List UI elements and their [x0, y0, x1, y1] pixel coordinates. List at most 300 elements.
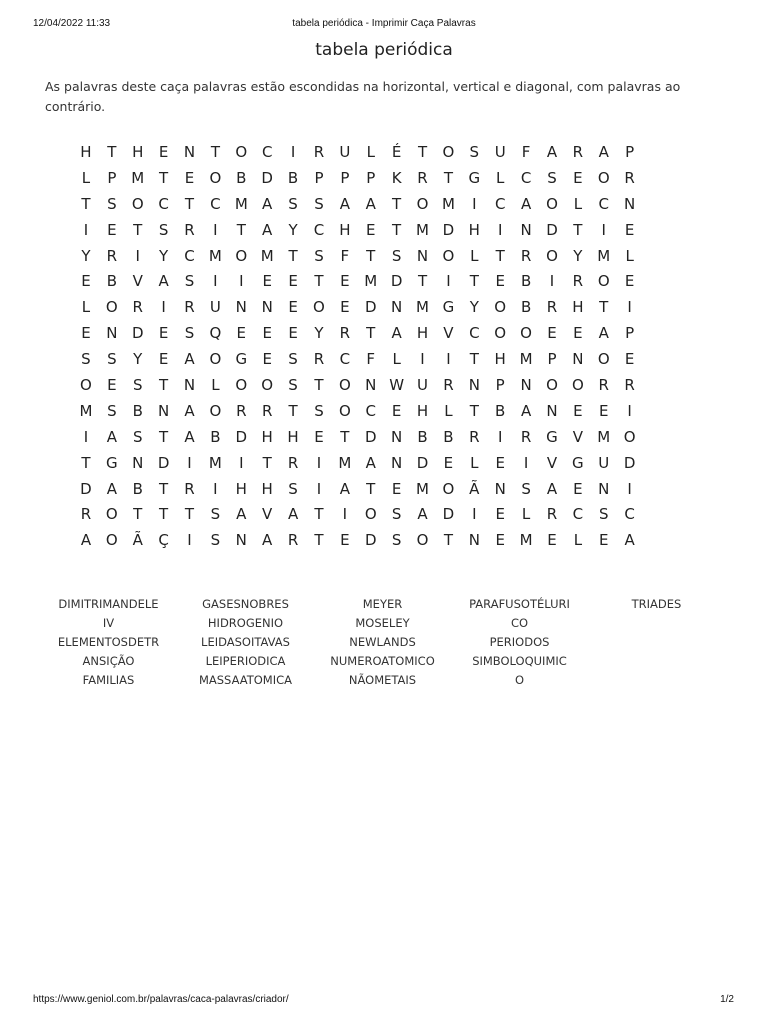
grid-letter: R: [313, 143, 325, 161]
grid-row: [73, 244, 643, 270]
grid-letter: P: [495, 376, 505, 395]
grid-letter: O: [338, 401, 351, 420]
grid-letter: M: [338, 453, 352, 472]
grid-letter: T: [133, 505, 143, 524]
grid-letter: P: [340, 168, 350, 187]
word-list-item: SIMBOLOQUIMIC: [472, 654, 567, 668]
grid-letter: R: [520, 246, 532, 265]
grid-letter: S: [598, 505, 609, 524]
word-list: [40, 595, 725, 690]
grid-letter: G: [468, 168, 481, 187]
grid-letter: E: [495, 272, 505, 291]
grid-letter: E: [495, 531, 505, 550]
grid-letter: S: [184, 272, 195, 291]
grid-letter: N: [235, 298, 247, 317]
grid-letter: I: [497, 220, 503, 239]
page-title: tabela periódica: [315, 40, 453, 60]
grid-letter: E: [573, 479, 583, 498]
grid-letter: G: [572, 453, 584, 472]
grid-letter: A: [158, 272, 169, 291]
grid-letter: D: [364, 298, 377, 317]
word-list-item: FAMILIAS: [82, 673, 135, 687]
grid-letter: N: [598, 479, 610, 498]
grid-letter: D: [131, 324, 144, 343]
grid-letter: H: [235, 479, 247, 498]
grid-letter: O: [235, 376, 248, 395]
grid-letter: T: [288, 401, 298, 420]
grid-letter: B: [210, 427, 221, 446]
grid-letter: N: [572, 350, 584, 369]
grid-letter: T: [340, 427, 350, 446]
grid-letter: R: [546, 298, 558, 317]
grid-letter: E: [599, 401, 609, 420]
grid-row: [73, 295, 643, 321]
grid-letter: P: [547, 350, 557, 369]
grid-letter: R: [598, 376, 609, 395]
word-list-item: ANSIÇÃO: [82, 654, 135, 668]
grid-letter: N: [158, 401, 170, 420]
grid-letter: A: [520, 401, 532, 420]
grid-letter: A: [184, 401, 195, 420]
grid-letter: S: [184, 324, 195, 343]
grid-letter: R: [313, 350, 325, 369]
grid-letter: B: [236, 168, 247, 187]
grid-letter: I: [627, 298, 632, 317]
grid-letter: T: [469, 401, 479, 420]
grid-letter: C: [210, 194, 221, 213]
grid-letter: N: [391, 427, 403, 446]
grid-letter: A: [546, 143, 558, 161]
grid-letter: E: [158, 143, 169, 161]
grid-letter: A: [184, 427, 195, 446]
grid-letter: M: [416, 220, 429, 239]
word-list-item: MASSAATOMICA: [198, 673, 293, 687]
grid-letter: H: [261, 427, 273, 446]
word-list-item: O: [514, 673, 525, 687]
grid-row: [73, 399, 643, 425]
grid-row: [73, 269, 643, 295]
grid-letter: L: [444, 401, 453, 420]
grid-letter: R: [184, 479, 195, 498]
grid-letter: C: [598, 194, 609, 213]
grid-letter: Q: [209, 324, 222, 343]
grid-letter: R: [572, 143, 584, 161]
grid-letter: C: [572, 505, 584, 524]
grid-letter: E: [81, 272, 91, 291]
grid-letter: O: [209, 168, 222, 187]
grid-letter: E: [158, 350, 169, 369]
grid-letter: O: [546, 194, 558, 213]
grid-letter: N: [416, 246, 429, 265]
grid-letter: P: [107, 168, 117, 187]
instructions: As palavras deste caça palavras estão escondidas na horizontal, vertical e diagonal, com palavras ao contrário.: [45, 79, 681, 114]
grid-letter: C: [624, 505, 635, 524]
grid-row: [73, 502, 643, 528]
grid-letter: B: [495, 401, 506, 420]
grid-letter: Ã: [132, 531, 143, 550]
grid-letter: L: [211, 376, 220, 395]
grid-letter: O: [597, 272, 610, 291]
grid-letter: I: [497, 427, 503, 446]
word-column: [451, 595, 588, 690]
grid-letter: E: [81, 324, 91, 343]
grid-letter: I: [187, 453, 192, 472]
grid-letter: A: [598, 324, 609, 343]
grid-letter: T: [159, 479, 169, 498]
grid-letter: M: [597, 246, 611, 265]
grid-letter: S: [547, 168, 557, 187]
grid-letter: L: [470, 246, 479, 265]
grid-letter: A: [339, 194, 350, 213]
grid-letter: R: [572, 272, 584, 291]
word-column: [314, 595, 451, 690]
grid-letter: I: [83, 427, 89, 446]
grid-letter: S: [521, 479, 531, 498]
word-column: [177, 595, 314, 690]
grid-letter: H: [494, 350, 506, 369]
grid-letter: R: [417, 168, 428, 187]
grid-row: [73, 218, 643, 244]
grid-letter: T: [599, 298, 609, 317]
footer-url[interactable]: https://www.geniol.com.br/palavras/caca-palavras/criador/: [33, 994, 289, 1005]
grid-letter: V: [443, 324, 454, 343]
grid-letter: E: [184, 168, 195, 187]
grid-letter: O: [209, 350, 222, 369]
grid-letter: O: [105, 298, 118, 317]
grid-letter: E: [340, 298, 350, 317]
grid-letter: C: [365, 401, 376, 420]
grid-letter: G: [235, 350, 248, 369]
grid-letter: B: [417, 427, 428, 446]
grid-letter: O: [105, 505, 118, 524]
grid-letter: I: [549, 272, 555, 291]
word-column: [588, 595, 725, 690]
grid-letter: T: [366, 246, 376, 265]
grid-letter: M: [79, 401, 93, 420]
grid-letter: N: [520, 376, 532, 395]
grid-letter: S: [132, 427, 143, 446]
grid-letter: A: [262, 220, 273, 239]
grid-letter: O: [623, 427, 636, 446]
grid-letter: T: [314, 505, 324, 524]
grid-letter: U: [209, 298, 221, 317]
grid-letter: R: [520, 427, 532, 446]
grid-letter: I: [239, 453, 244, 472]
grid-letter: K: [391, 168, 402, 187]
grid-letter: L: [625, 246, 634, 265]
grid-letter: L: [81, 168, 91, 187]
grid-letter: O: [131, 194, 144, 213]
grid-letter: C: [339, 350, 351, 369]
grid-letter: E: [288, 298, 298, 317]
grid-letter: L: [521, 505, 531, 524]
word-list-item: MOSELEY: [355, 616, 410, 630]
grid-row: [73, 321, 643, 347]
grid-letter: I: [187, 531, 192, 550]
grid-letter: M: [519, 350, 533, 369]
grid-letter: C: [494, 194, 506, 213]
print-date: 12/04/2022 11:33: [33, 18, 111, 29]
grid-letter: H: [416, 401, 429, 420]
grid-letter: R: [469, 427, 480, 446]
grid-letter: C: [469, 324, 480, 343]
grid-letter: T: [184, 505, 195, 524]
grid-letter: U: [598, 453, 610, 472]
grid-letter: Y: [314, 324, 324, 343]
grid-letter: H: [261, 479, 273, 498]
grid-letter: U: [494, 143, 506, 161]
grid-letter: C: [184, 246, 195, 265]
grid-letter: S: [469, 143, 480, 161]
grid-letter: D: [442, 220, 455, 239]
grid-letter: S: [210, 505, 221, 524]
grid-letter: H: [80, 143, 92, 161]
grid-row: [73, 425, 643, 451]
grid-letter: G: [546, 427, 558, 446]
grid-row: [73, 140, 643, 166]
grid-letter: O: [313, 298, 325, 317]
grid-letter: Ã: [469, 479, 480, 498]
grid-letter: Ç: [158, 531, 169, 550]
grid-letter: H: [572, 298, 584, 317]
grid-letter: N: [494, 479, 506, 498]
grid-letter: R: [339, 324, 351, 343]
grid-letter: T: [133, 220, 143, 239]
grid-letter: T: [159, 376, 169, 395]
grid-letter: E: [288, 324, 298, 343]
grid-letter: R: [624, 376, 635, 395]
grid-row: [73, 373, 643, 399]
grid-letter: S: [210, 531, 221, 550]
grid-letter: E: [107, 376, 117, 395]
grid-letter: O: [494, 324, 507, 343]
grid-letter: O: [364, 505, 377, 524]
grid-letter: T: [314, 376, 324, 395]
grid-letter: C: [158, 194, 169, 213]
grid-letter: R: [287, 453, 299, 472]
grid-letter: A: [546, 479, 558, 498]
word-list-item: PERIODOS: [489, 635, 550, 649]
grid-letter: O: [520, 324, 532, 343]
grid-letter: M: [519, 531, 533, 550]
grid-letter: E: [262, 324, 272, 343]
grid-row: [73, 528, 643, 554]
grid-letter: S: [158, 220, 169, 239]
grid-letter: P: [366, 168, 376, 187]
grid-letter: S: [288, 194, 298, 213]
grid-letter: I: [83, 220, 89, 239]
grid-letter: R: [546, 505, 558, 524]
grid-letter: D: [80, 479, 92, 498]
grid-letter: I: [161, 298, 166, 317]
grid-row: [73, 347, 643, 373]
grid-letter: N: [468, 531, 480, 550]
grid-letter: M: [260, 246, 274, 265]
grid-letter: D: [623, 453, 636, 472]
grid-letter: T: [417, 143, 428, 161]
grid-letter: E: [391, 401, 402, 420]
grid-letter: O: [442, 143, 455, 161]
grid-letter: G: [442, 298, 455, 317]
grid-letter: O: [571, 376, 584, 395]
grid-letter: O: [416, 531, 429, 550]
grid-letter: F: [521, 143, 531, 161]
grid-letter: E: [391, 479, 402, 498]
grid-letter: S: [314, 194, 324, 213]
grid-letter: W: [389, 376, 405, 395]
grid-letter: M: [416, 298, 429, 317]
grid-letter: Y: [573, 246, 583, 265]
grid-letter: I: [472, 194, 477, 213]
word-list-item: LEIPERIODICA: [205, 654, 286, 668]
grid-letter: N: [468, 376, 480, 395]
grid-letter: P: [625, 324, 635, 343]
word-list-item: DIMITRIMANDELE: [58, 597, 159, 611]
grid-letter: T: [288, 246, 298, 265]
grid-letter: N: [391, 298, 403, 317]
grid-letter: R: [261, 401, 273, 420]
grid-letter: B: [443, 427, 454, 446]
grid-letter: I: [213, 479, 218, 498]
grid-letter: I: [342, 505, 348, 524]
grid-letter: A: [598, 143, 609, 161]
grid-letter: V: [262, 505, 273, 524]
grid-letter: É: [391, 143, 402, 161]
grid-letter: O: [235, 143, 248, 161]
grid-letter: T: [159, 168, 169, 187]
grid-letter: S: [391, 246, 402, 265]
grid-letter: H: [339, 220, 351, 239]
grid-letter: N: [624, 194, 636, 213]
grid-letter: D: [442, 505, 455, 524]
grid-letter: S: [288, 479, 298, 498]
grid-letter: T: [366, 479, 376, 498]
grid-letter: R: [132, 298, 143, 317]
grid-letter: A: [391, 324, 402, 343]
grid-letter: T: [469, 350, 479, 369]
word-search-grid: [73, 140, 643, 554]
grid-letter: D: [546, 220, 558, 239]
grid-letter: H: [287, 427, 299, 446]
grid-letter: V: [132, 272, 143, 291]
grid-letter: E: [624, 350, 635, 369]
grid-letter: M: [441, 194, 455, 213]
grid-row: [73, 477, 643, 503]
grid-letter: S: [391, 531, 402, 550]
grid-letter: N: [106, 324, 118, 343]
grid-letter: R: [236, 401, 247, 420]
grid-letter: O: [546, 246, 558, 265]
grid-letter: S: [288, 376, 298, 395]
grid-letter: I: [523, 453, 529, 472]
grid-letter: B: [132, 401, 143, 420]
grid-letter: E: [236, 324, 247, 343]
grid-letter: Y: [288, 220, 298, 239]
grid-letter: G: [106, 453, 118, 472]
grid-letter: E: [158, 324, 169, 343]
grid-row: [73, 192, 643, 218]
grid-letter: T: [210, 143, 220, 161]
grid-letter: I: [420, 350, 425, 369]
grid-letter: Y: [469, 298, 479, 317]
grid-letter: T: [184, 194, 195, 213]
grid-letter: T: [107, 143, 117, 161]
grid-letter: H: [416, 324, 429, 343]
grid-letter: A: [80, 531, 92, 550]
grid-letter: S: [314, 401, 324, 420]
grid-letter: T: [392, 220, 402, 239]
grid-letter: O: [597, 350, 610, 369]
grid-letter: M: [208, 453, 222, 472]
grid-letter: T: [159, 505, 169, 524]
grid-letter: T: [314, 531, 324, 550]
grid-letter: T: [573, 220, 583, 239]
grid-letter: R: [184, 220, 195, 239]
grid-letter: C: [313, 220, 325, 239]
grid-letter: A: [339, 479, 350, 498]
grid-letter: R: [80, 505, 92, 524]
grid-letter: L: [366, 143, 375, 161]
grid-letter: I: [446, 350, 451, 369]
word-list-item: PARAFUSOTÉLURI: [469, 597, 570, 611]
grid-letter: M: [131, 168, 145, 187]
grid-letter: B: [520, 298, 532, 317]
grid-row: [73, 166, 643, 192]
grid-letter: S: [132, 376, 143, 395]
grid-letter: A: [287, 505, 299, 524]
grid-letter: I: [472, 505, 477, 524]
grid-letter: F: [340, 246, 350, 265]
grid-letter: I: [213, 220, 218, 239]
grid-letter: O: [494, 298, 507, 317]
grid-letter: O: [546, 376, 558, 395]
grid-letter: N: [261, 298, 273, 317]
grid-letter: S: [107, 350, 117, 369]
grid-letter: T: [469, 272, 479, 291]
grid-letter: I: [601, 220, 606, 239]
footer-page-number: 1/2: [720, 994, 734, 1005]
grid-letter: O: [416, 194, 429, 213]
grid-letter: S: [107, 401, 117, 420]
grid-letter: H: [468, 220, 480, 239]
word-list-item: NEWLANDS: [349, 635, 416, 649]
grid-letter: A: [236, 505, 247, 524]
grid-letter: E: [573, 401, 583, 420]
word-column: [40, 595, 177, 690]
grid-letter: I: [213, 272, 218, 291]
grid-letter: E: [573, 324, 583, 343]
grid-letter: N: [391, 453, 403, 472]
word-list-item: HIDROGENIO: [207, 616, 284, 630]
word-list-item: GASESNOBRES: [202, 597, 289, 611]
grid-letter: A: [365, 194, 376, 213]
grid-letter: T: [495, 246, 505, 265]
grid-letter: P: [314, 168, 324, 187]
word-list-item: NUMEROATOMICO: [330, 654, 435, 668]
grid-letter: T: [314, 272, 324, 291]
grid-letter: R: [184, 298, 195, 317]
grid-letter: V: [546, 453, 558, 472]
grid-letter: E: [340, 272, 350, 291]
grid-letter: A: [262, 194, 273, 213]
grid-letter: I: [316, 479, 322, 498]
grid-letter: T: [443, 531, 453, 550]
grid-letter: R: [287, 531, 299, 550]
grid-letter: B: [287, 168, 299, 187]
grid-letter: T: [159, 427, 169, 446]
word-list-item: TRIADES: [631, 597, 682, 611]
grid-letter: M: [597, 427, 611, 446]
